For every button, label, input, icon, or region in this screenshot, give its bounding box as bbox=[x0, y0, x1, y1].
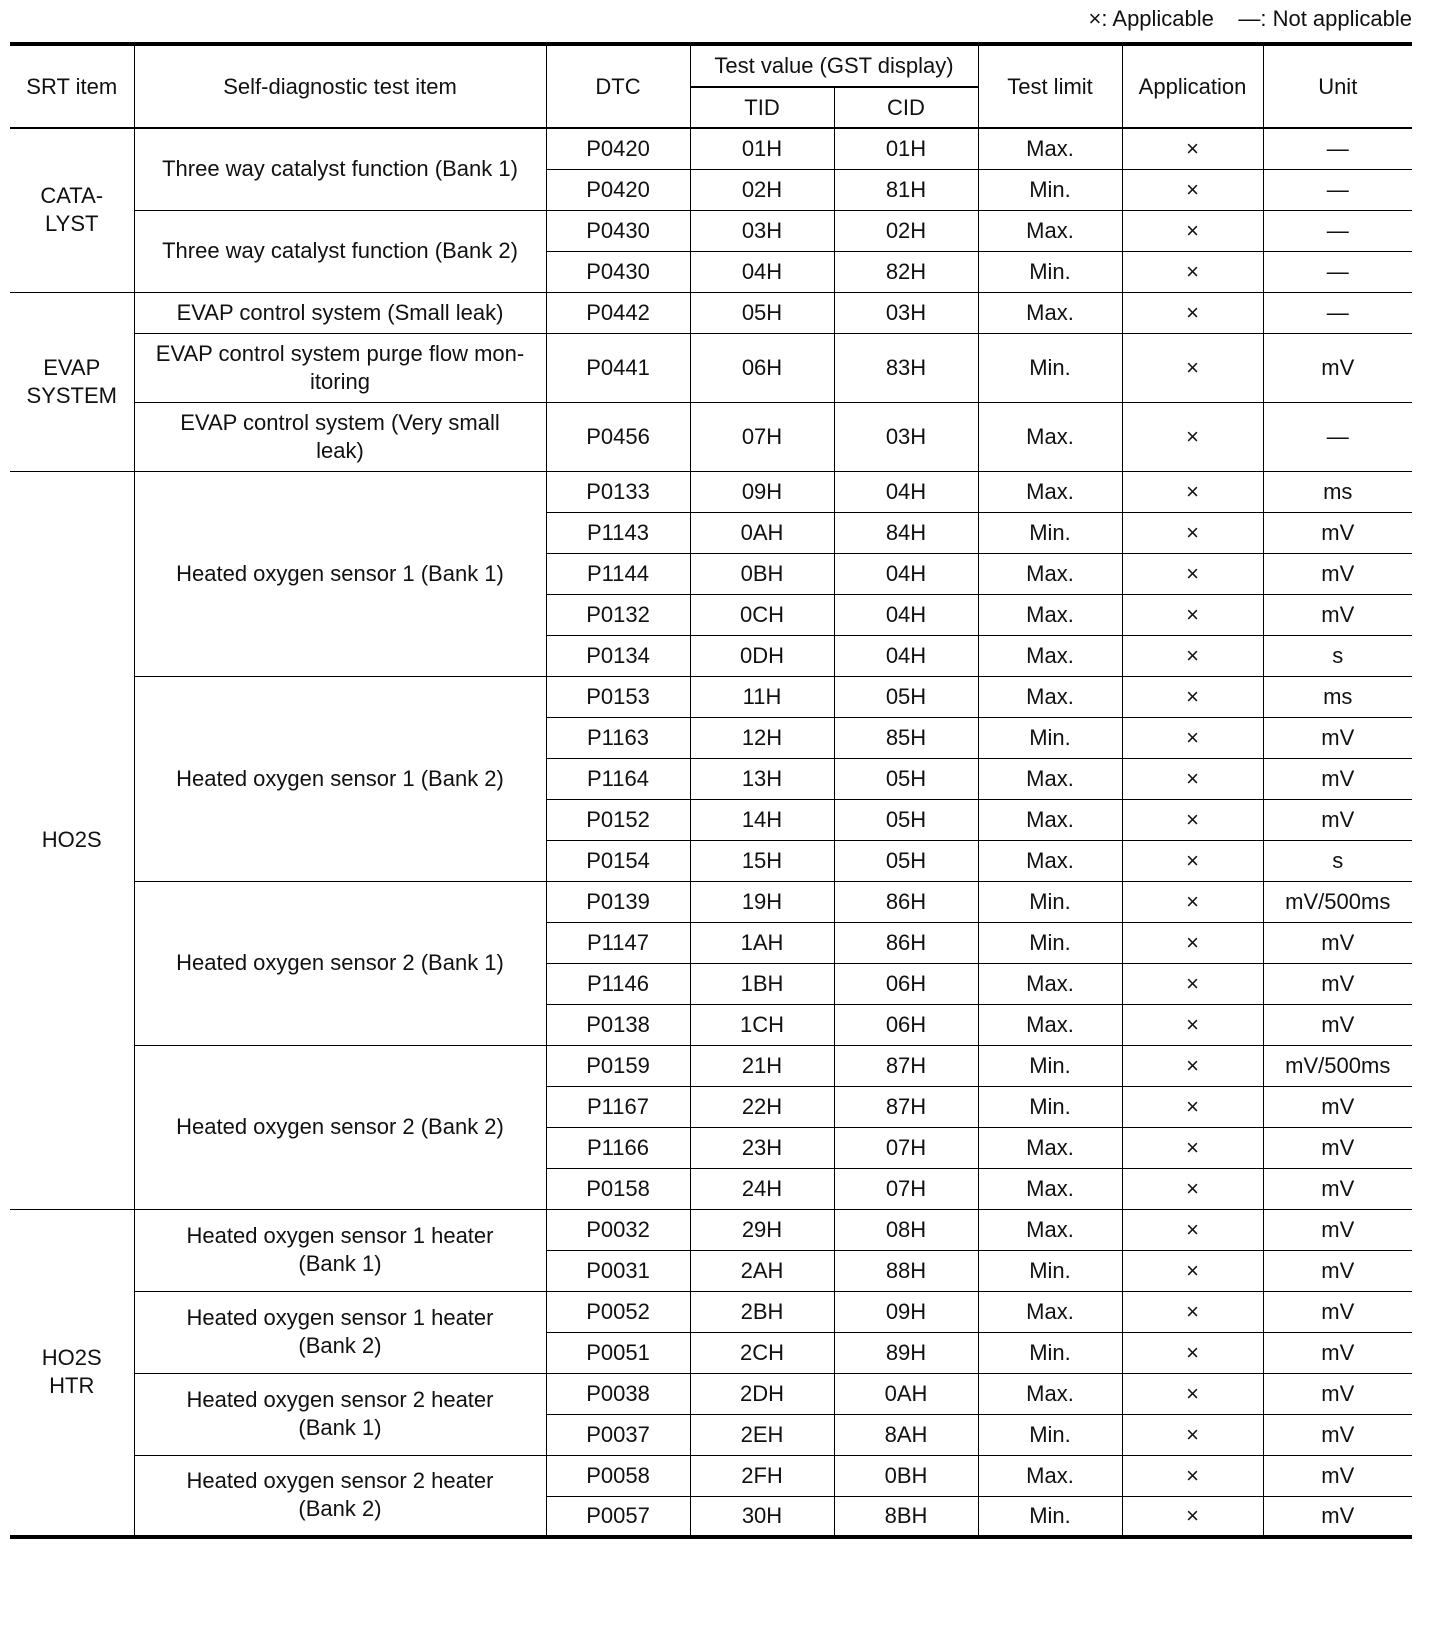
unit-cell: — bbox=[1263, 402, 1412, 471]
header-dtc: DTC bbox=[546, 44, 690, 128]
srt-item-cell: EVAP SYSTEM bbox=[10, 292, 134, 471]
test-limit-cell: Max. bbox=[978, 553, 1122, 594]
dtc-cell: P0152 bbox=[546, 799, 690, 840]
unit-cell: ms bbox=[1263, 471, 1412, 512]
cid-cell: 01H bbox=[834, 128, 978, 169]
table-row bbox=[10, 210, 1412, 251]
dtc-cell: P0038 bbox=[546, 1373, 690, 1414]
dtc-cell: P0441 bbox=[546, 333, 690, 402]
cid-cell: 05H bbox=[834, 758, 978, 799]
cid-cell: 04H bbox=[834, 594, 978, 635]
test-limit-cell: Min. bbox=[978, 881, 1122, 922]
test-limit-cell: Min. bbox=[978, 1045, 1122, 1086]
test-limit-cell: Max. bbox=[978, 471, 1122, 512]
cid-cell: 8BH bbox=[834, 1496, 978, 1537]
test-limit-cell: Max. bbox=[978, 799, 1122, 840]
test-limit-cell: Max. bbox=[978, 128, 1122, 169]
test-limit-cell: Min. bbox=[978, 1086, 1122, 1127]
test-item-cell: EVAP control system (Very small leak) bbox=[134, 402, 546, 471]
dtc-cell: P0058 bbox=[546, 1455, 690, 1496]
srt-item-cell: HO2S HTR bbox=[10, 1209, 134, 1537]
unit-cell: mV bbox=[1263, 799, 1412, 840]
application-cell: × bbox=[1122, 963, 1263, 1004]
cid-cell: 06H bbox=[834, 1004, 978, 1045]
test-item-cell: EVAP control system (Small leak) bbox=[134, 292, 546, 333]
legend: ×: Applicable —: Not applicable bbox=[1088, 6, 1412, 31]
unit-cell: mV bbox=[1263, 1332, 1412, 1373]
dtc-cell: P1167 bbox=[546, 1086, 690, 1127]
header-unit: Unit bbox=[1263, 44, 1412, 128]
application-cell: × bbox=[1122, 1373, 1263, 1414]
cid-cell: 05H bbox=[834, 676, 978, 717]
test-limit-cell: Max. bbox=[978, 758, 1122, 799]
unit-cell: mV bbox=[1263, 1496, 1412, 1537]
unit-cell: mV bbox=[1263, 922, 1412, 963]
unit-cell: mV bbox=[1263, 1209, 1412, 1250]
tid-cell: 07H bbox=[690, 402, 834, 471]
application-cell: × bbox=[1122, 402, 1263, 471]
application-cell: × bbox=[1122, 1004, 1263, 1045]
unit-cell: mV bbox=[1263, 1414, 1412, 1455]
test-limit-cell: Max. bbox=[978, 1004, 1122, 1045]
test-limit-cell: Max. bbox=[978, 402, 1122, 471]
unit-cell: mV/500ms bbox=[1263, 881, 1412, 922]
unit-cell: mV bbox=[1263, 963, 1412, 1004]
test-limit-cell: Min. bbox=[978, 922, 1122, 963]
tid-cell: 04H bbox=[690, 251, 834, 292]
tid-cell: 0CH bbox=[690, 594, 834, 635]
table-header bbox=[10, 44, 1412, 128]
test-limit-cell: Min. bbox=[978, 1496, 1122, 1537]
dtc-cell: P0442 bbox=[546, 292, 690, 333]
test-limit-cell: Min. bbox=[978, 169, 1122, 210]
application-cell: × bbox=[1122, 676, 1263, 717]
application-cell: × bbox=[1122, 512, 1263, 553]
test-item-cell: EVAP control system purge flow mon- itoring bbox=[134, 333, 546, 402]
table-row bbox=[10, 402, 1412, 471]
test-limit-cell: Max. bbox=[978, 1127, 1122, 1168]
test-item-cell: Heated oxygen sensor 1 (Bank 2) bbox=[134, 676, 546, 881]
dtc-cell: P0139 bbox=[546, 881, 690, 922]
srt-item-cell: HO2S bbox=[10, 471, 134, 1209]
application-cell: × bbox=[1122, 799, 1263, 840]
application-cell: × bbox=[1122, 1455, 1263, 1496]
tid-cell: 06H bbox=[690, 333, 834, 402]
dtc-cell: P0051 bbox=[546, 1332, 690, 1373]
cid-cell: 0AH bbox=[834, 1373, 978, 1414]
cid-cell: 04H bbox=[834, 553, 978, 594]
dtc-cell: P1146 bbox=[546, 963, 690, 1004]
dtc-cell: P0158 bbox=[546, 1168, 690, 1209]
test-limit-cell: Max. bbox=[978, 594, 1122, 635]
dtc-cell: P0154 bbox=[546, 840, 690, 881]
unit-cell: — bbox=[1263, 210, 1412, 251]
table-row bbox=[10, 128, 1412, 169]
unit-cell: mV bbox=[1263, 1168, 1412, 1209]
tid-cell: 03H bbox=[690, 210, 834, 251]
srt-table bbox=[10, 42, 1412, 1539]
test-item-cell: Three way catalyst function (Bank 1) bbox=[134, 128, 546, 210]
tid-cell: 11H bbox=[690, 676, 834, 717]
application-cell: × bbox=[1122, 1209, 1263, 1250]
test-limit-cell: Max. bbox=[978, 840, 1122, 881]
application-cell: × bbox=[1122, 1496, 1263, 1537]
unit-cell: mV bbox=[1263, 1455, 1412, 1496]
tid-cell: 22H bbox=[690, 1086, 834, 1127]
cid-cell: 86H bbox=[834, 881, 978, 922]
cid-cell: 09H bbox=[834, 1291, 978, 1332]
application-cell: × bbox=[1122, 333, 1263, 402]
unit-cell: s bbox=[1263, 840, 1412, 881]
cid-cell: 05H bbox=[834, 840, 978, 881]
tid-cell: 1AH bbox=[690, 922, 834, 963]
cid-cell: 07H bbox=[834, 1168, 978, 1209]
unit-cell: mV bbox=[1263, 717, 1412, 758]
tid-cell: 2EH bbox=[690, 1414, 834, 1455]
test-item-cell: Heated oxygen sensor 2 heater (Bank 1) bbox=[134, 1373, 546, 1455]
tid-cell: 19H bbox=[690, 881, 834, 922]
cid-cell: 87H bbox=[834, 1045, 978, 1086]
application-cell: × bbox=[1122, 1414, 1263, 1455]
table-row bbox=[10, 881, 1412, 922]
application-cell: × bbox=[1122, 128, 1263, 169]
header-test-item: Self-diagnostic test item bbox=[134, 44, 546, 128]
table-row bbox=[10, 333, 1412, 402]
dtc-cell: P0430 bbox=[546, 251, 690, 292]
tid-cell: 1BH bbox=[690, 963, 834, 1004]
cid-cell: 89H bbox=[834, 1332, 978, 1373]
unit-cell: mV bbox=[1263, 1291, 1412, 1332]
cid-cell: 8AH bbox=[834, 1414, 978, 1455]
application-cell: × bbox=[1122, 169, 1263, 210]
tid-cell: 21H bbox=[690, 1045, 834, 1086]
tid-cell: 23H bbox=[690, 1127, 834, 1168]
dtc-cell: P0153 bbox=[546, 676, 690, 717]
test-limit-cell: Max. bbox=[978, 210, 1122, 251]
table-row bbox=[10, 676, 1412, 717]
unit-cell: mV bbox=[1263, 1373, 1412, 1414]
test-limit-cell: Max. bbox=[978, 635, 1122, 676]
application-cell: × bbox=[1122, 471, 1263, 512]
unit-cell: mV bbox=[1263, 1004, 1412, 1045]
dtc-cell: P0420 bbox=[546, 169, 690, 210]
application-cell: × bbox=[1122, 1168, 1263, 1209]
cid-cell: 08H bbox=[834, 1209, 978, 1250]
tid-cell: 24H bbox=[690, 1168, 834, 1209]
table-row bbox=[10, 1045, 1412, 1086]
unit-cell: mV bbox=[1263, 1086, 1412, 1127]
table-row bbox=[10, 1291, 1412, 1332]
test-limit-cell: Max. bbox=[978, 1373, 1122, 1414]
cid-cell: 04H bbox=[834, 635, 978, 676]
tid-cell: 02H bbox=[690, 169, 834, 210]
header-cid: CID bbox=[834, 87, 978, 128]
application-cell: × bbox=[1122, 210, 1263, 251]
application-cell: × bbox=[1122, 717, 1263, 758]
dtc-cell: P0132 bbox=[546, 594, 690, 635]
cid-cell: 03H bbox=[834, 402, 978, 471]
test-limit-cell: Max. bbox=[978, 1168, 1122, 1209]
tid-cell: 14H bbox=[690, 799, 834, 840]
test-item-cell: Heated oxygen sensor 2 (Bank 1) bbox=[134, 881, 546, 1045]
application-cell: × bbox=[1122, 594, 1263, 635]
unit-cell: mV bbox=[1263, 1127, 1412, 1168]
tid-cell: 0AH bbox=[690, 512, 834, 553]
application-cell: × bbox=[1122, 1291, 1263, 1332]
dtc-cell: P0037 bbox=[546, 1414, 690, 1455]
unit-cell: mV bbox=[1263, 758, 1412, 799]
test-limit-cell: Min. bbox=[978, 1414, 1122, 1455]
cid-cell: 07H bbox=[834, 1127, 978, 1168]
dtc-cell: P0052 bbox=[546, 1291, 690, 1332]
tid-cell: 2BH bbox=[690, 1291, 834, 1332]
table-row bbox=[10, 1373, 1412, 1414]
test-limit-cell: Max. bbox=[978, 963, 1122, 1004]
unit-cell: mV bbox=[1263, 512, 1412, 553]
cid-cell: 84H bbox=[834, 512, 978, 553]
dtc-cell: P0159 bbox=[546, 1045, 690, 1086]
dtc-cell: P0031 bbox=[546, 1250, 690, 1291]
tid-cell: 13H bbox=[690, 758, 834, 799]
test-item-cell: Heated oxygen sensor 2 heater (Bank 2) bbox=[134, 1455, 546, 1537]
dtc-cell: P0134 bbox=[546, 635, 690, 676]
dtc-cell: P0133 bbox=[546, 471, 690, 512]
header-srt-item: SRT item bbox=[10, 44, 134, 128]
cid-cell: 82H bbox=[834, 251, 978, 292]
tid-cell: 2FH bbox=[690, 1455, 834, 1496]
cid-cell: 04H bbox=[834, 471, 978, 512]
tid-cell: 09H bbox=[690, 471, 834, 512]
application-cell: × bbox=[1122, 251, 1263, 292]
application-cell: × bbox=[1122, 1250, 1263, 1291]
application-cell: × bbox=[1122, 1045, 1263, 1086]
application-cell: × bbox=[1122, 922, 1263, 963]
test-limit-cell: Min. bbox=[978, 333, 1122, 402]
table-row bbox=[10, 1209, 1412, 1250]
test-limit-cell: Max. bbox=[978, 292, 1122, 333]
test-limit-cell: Max. bbox=[978, 1209, 1122, 1250]
cid-cell: 87H bbox=[834, 1086, 978, 1127]
dtc-cell: P0430 bbox=[546, 210, 690, 251]
header-test-value: Test value (GST display) bbox=[690, 44, 978, 87]
unit-cell: — bbox=[1263, 251, 1412, 292]
dtc-cell: P1166 bbox=[546, 1127, 690, 1168]
test-limit-cell: Max. bbox=[978, 676, 1122, 717]
test-item-cell: Heated oxygen sensor 1 heater (Bank 1) bbox=[134, 1209, 546, 1291]
header-test-limit: Test limit bbox=[978, 44, 1122, 128]
cid-cell: 0BH bbox=[834, 1455, 978, 1496]
tid-cell: 2DH bbox=[690, 1373, 834, 1414]
unit-cell: s bbox=[1263, 635, 1412, 676]
tid-cell: 12H bbox=[690, 717, 834, 758]
unit-cell: mV bbox=[1263, 1250, 1412, 1291]
dtc-cell: P1143 bbox=[546, 512, 690, 553]
table-body bbox=[10, 128, 1412, 1537]
test-item-cell: Heated oxygen sensor 1 (Bank 1) bbox=[134, 471, 546, 676]
application-cell: × bbox=[1122, 1332, 1263, 1373]
test-limit-cell: Min. bbox=[978, 1332, 1122, 1373]
cid-cell: 05H bbox=[834, 799, 978, 840]
dtc-cell: P0420 bbox=[546, 128, 690, 169]
test-limit-cell: Max. bbox=[978, 1455, 1122, 1496]
cid-cell: 06H bbox=[834, 963, 978, 1004]
tid-cell: 2CH bbox=[690, 1332, 834, 1373]
unit-cell: — bbox=[1263, 128, 1412, 169]
test-item-cell: Heated oxygen sensor 2 (Bank 2) bbox=[134, 1045, 546, 1209]
application-cell: × bbox=[1122, 1127, 1263, 1168]
tid-cell: 2AH bbox=[690, 1250, 834, 1291]
unit-cell: mV bbox=[1263, 594, 1412, 635]
test-limit-cell: Max. bbox=[978, 1291, 1122, 1332]
header-tid: TID bbox=[690, 87, 834, 128]
test-limit-cell: Min. bbox=[978, 512, 1122, 553]
test-item-cell: Three way catalyst function (Bank 2) bbox=[134, 210, 546, 292]
tid-cell: 29H bbox=[690, 1209, 834, 1250]
test-limit-cell: Min. bbox=[978, 1250, 1122, 1291]
table-row bbox=[10, 292, 1412, 333]
dtc-cell: P0057 bbox=[546, 1496, 690, 1537]
tid-cell: 1CH bbox=[690, 1004, 834, 1045]
application-cell: × bbox=[1122, 758, 1263, 799]
test-limit-cell: Min. bbox=[978, 717, 1122, 758]
tid-cell: 30H bbox=[690, 1496, 834, 1537]
cid-cell: 83H bbox=[834, 333, 978, 402]
unit-cell: ms bbox=[1263, 676, 1412, 717]
application-cell: × bbox=[1122, 292, 1263, 333]
application-cell: × bbox=[1122, 553, 1263, 594]
dtc-cell: P0138 bbox=[546, 1004, 690, 1045]
test-item-cell: Heated oxygen sensor 1 heater (Bank 2) bbox=[134, 1291, 546, 1373]
cid-cell: 81H bbox=[834, 169, 978, 210]
test-limit-cell: Min. bbox=[978, 251, 1122, 292]
table-row bbox=[10, 471, 1412, 512]
dtc-cell: P0456 bbox=[546, 402, 690, 471]
dtc-cell: P1144 bbox=[546, 553, 690, 594]
unit-cell: — bbox=[1263, 169, 1412, 210]
cid-cell: 88H bbox=[834, 1250, 978, 1291]
cid-cell: 85H bbox=[834, 717, 978, 758]
application-cell: × bbox=[1122, 635, 1263, 676]
unit-cell: mV bbox=[1263, 553, 1412, 594]
tid-cell: 05H bbox=[690, 292, 834, 333]
dtc-cell: P1163 bbox=[546, 717, 690, 758]
srt-item-cell: CATA- LYST bbox=[10, 128, 134, 292]
application-cell: × bbox=[1122, 1086, 1263, 1127]
unit-cell: mV bbox=[1263, 333, 1412, 402]
tid-cell: 15H bbox=[690, 840, 834, 881]
unit-cell: mV/500ms bbox=[1263, 1045, 1412, 1086]
table-row bbox=[10, 1455, 1412, 1496]
header-application: Application bbox=[1122, 44, 1263, 128]
application-cell: × bbox=[1122, 881, 1263, 922]
cid-cell: 86H bbox=[834, 922, 978, 963]
unit-cell: — bbox=[1263, 292, 1412, 333]
tid-cell: 0DH bbox=[690, 635, 834, 676]
cid-cell: 02H bbox=[834, 210, 978, 251]
cid-cell: 03H bbox=[834, 292, 978, 333]
application-cell: × bbox=[1122, 840, 1263, 881]
tid-cell: 0BH bbox=[690, 553, 834, 594]
dtc-cell: P1164 bbox=[546, 758, 690, 799]
tid-cell: 01H bbox=[690, 128, 834, 169]
dtc-cell: P1147 bbox=[546, 922, 690, 963]
dtc-cell: P0032 bbox=[546, 1209, 690, 1250]
